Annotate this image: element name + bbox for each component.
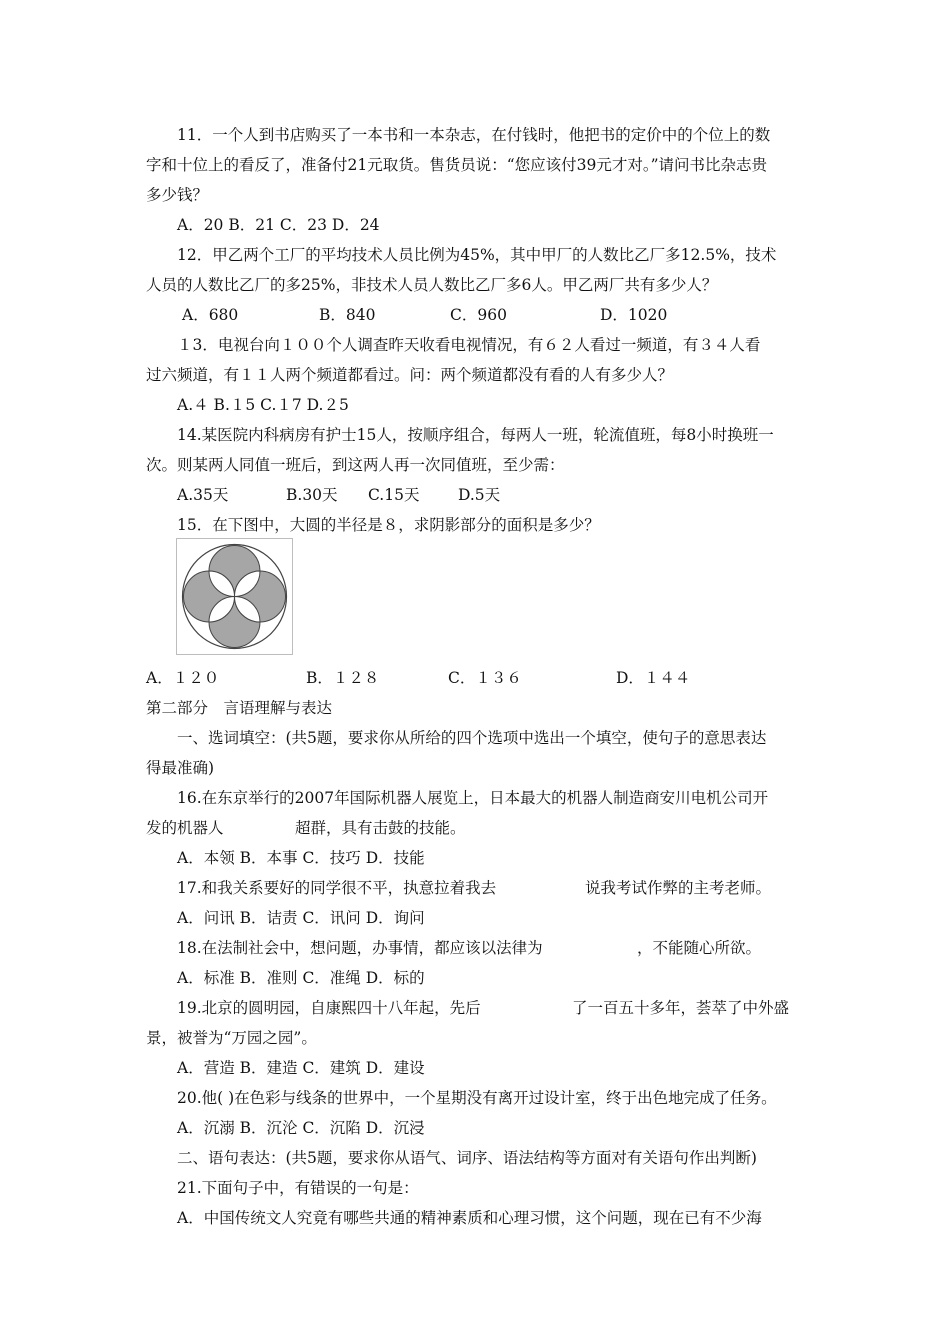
q19-line1b: 了一百五十多年，荟萃了中外盛 bbox=[572, 999, 790, 1017]
q13-options: A.４ B.１5 C.１7 D.２5 bbox=[177, 396, 349, 414]
q14-line2: 次。则某两人同值一班后，到这两人再一次同值班，至少需： bbox=[146, 456, 565, 474]
q16-options: A．本领 B．本事 C．技巧 D．技能 bbox=[177, 849, 425, 867]
q20-line1: 20.他( )在色彩与线条的世界中，一个星期没有离开过设计室，终于出色地完成了任务。 bbox=[177, 1089, 777, 1107]
q16-line2a: 发的机器人 bbox=[146, 819, 224, 837]
q14-option-b: B.30天 bbox=[286, 486, 338, 504]
q18-line1b: ，不能随心所欲。 bbox=[637, 939, 762, 957]
q15-line1: 15．在下图中，大圆的半径是８，求阴影部分的面积是多少？ bbox=[177, 516, 600, 534]
q14-option-c: C.15天 bbox=[368, 486, 420, 504]
q16-line2b: 超群，具有击鼓的技能。 bbox=[295, 819, 466, 837]
q15-option-b: B．１２８ bbox=[306, 669, 380, 687]
q13-line1: １3．电视台向１００个人调查昨天收看电视情况，有６２人看过一频道，有３４人看 bbox=[177, 336, 761, 354]
section2-title: 第二部分 言语理解与表达 bbox=[146, 699, 333, 717]
q12-option-d: D．1020 bbox=[600, 306, 668, 324]
q14-option-d: D.5天 bbox=[458, 486, 501, 504]
q13-line2: 过六频道，有１１人两个频道都看过。问：两个频道都没有看的人有多少人？ bbox=[146, 366, 674, 384]
q19-line1a: 19.北京的圆明园，自康熙四十八年起，先后 bbox=[177, 999, 481, 1017]
circle-figure-svg bbox=[177, 539, 292, 654]
q14-line1: 14.某医院内科病房有护士15人，按顺序组合，每两人一班，轮流值班，每8小时换班一 bbox=[177, 426, 774, 444]
q21-line1: 21.下面句子中，有错误的一句是： bbox=[177, 1179, 419, 1197]
q11-line3: 多少钱？ bbox=[146, 186, 209, 204]
q17-line1b: 说我考试作弊的主考老师。 bbox=[585, 879, 772, 897]
q11-line1: 11．一个人到书店购买了一本书和一本杂志，在付钱时，他把书的定价中的个位上的数 bbox=[177, 126, 771, 144]
q11-options: A．20 B．21 C．23 D．24 bbox=[177, 216, 380, 234]
q12-option-b: B．840 bbox=[319, 306, 376, 324]
q20-options: A．沉溺 B．沉沦 C．沉陷 D．沉浸 bbox=[177, 1119, 425, 1137]
q16-line1: 16.在东京举行的2007年国际机器人展览上，日本最大的机器人制造商安川电机公司开 bbox=[177, 789, 769, 807]
part2-line1: 二、语句表达：(共5题，要求你从语气、词序、语法结构等方面对有关语句作出判断) bbox=[177, 1149, 757, 1167]
section2-part1-line1: 一、选词填空：(共5题，要求你从所给的四个选项中选出一个填空，使句子的意思表达 bbox=[177, 729, 767, 747]
q11-line2: 字和十位上的看反了，准备付21元取货。售货员说：“您应该付39元才对。”请问书比杂志贵 bbox=[146, 156, 768, 174]
q15-option-a: A．１２０ bbox=[146, 669, 220, 687]
q12-option-c: C．960 bbox=[450, 306, 507, 324]
q12-line1: 12．甲乙两个工厂的平均技术人员比例为45%，其中甲厂的人数比乙厂多12.5%，技术 bbox=[177, 246, 777, 264]
q15-option-c: C．１３６ bbox=[448, 669, 522, 687]
q18-line1a: 18.在法制社会中，想问题，办事情，都应该以法律为 bbox=[177, 939, 543, 957]
q14-option-a: A.35天 bbox=[177, 486, 229, 504]
q17-options: A．问讯 B．诘责 C．讯问 D．询问 bbox=[177, 909, 425, 927]
q19-line2: 景，被誉为“万园之园”。 bbox=[146, 1029, 317, 1047]
q17-line1a: 17.和我关系要好的同学很不平，执意拉着我去 bbox=[177, 879, 497, 897]
q12-line2: 人员的人数比乙厂的多25%，非技术人员人数比乙厂多6人。甲乙两厂共有多少人？ bbox=[146, 276, 718, 294]
circle-figure bbox=[176, 538, 293, 655]
section2-part1-line2: 得最准确) bbox=[146, 759, 215, 777]
q18-options: A．标准 B．准则 C．准绳 D．标的 bbox=[177, 969, 425, 987]
q12-option-a: A．680 bbox=[182, 306, 239, 324]
q21-line2: A．中国传统文人究竟有哪些共通的精神素质和心理习惯，这个问题，现在已有不少海 bbox=[177, 1209, 762, 1227]
q19-options: A．营造 B．建造 C．建筑 D．建设 bbox=[177, 1059, 425, 1077]
q15-option-d: D．１４４ bbox=[616, 669, 691, 687]
